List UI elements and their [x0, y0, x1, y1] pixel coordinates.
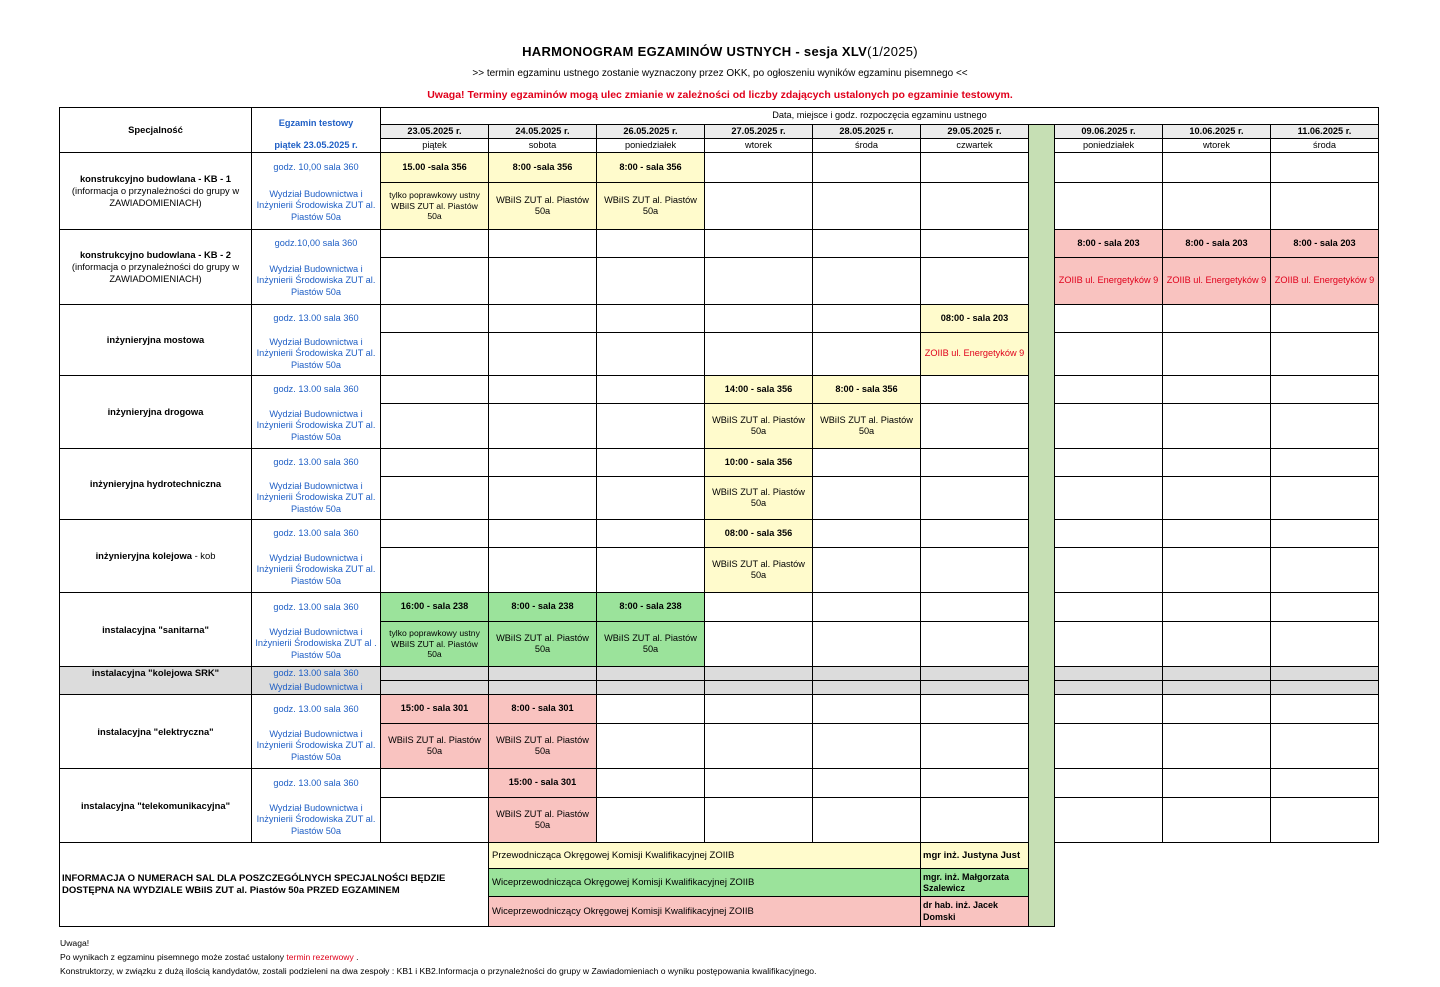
kolejowa-place: WBiIS ZUT al. Piastów 50a — [705, 548, 813, 593]
elektryczna-slot: 8:00 - sala 301 — [489, 695, 597, 724]
row-mostowa-specialty: inżynieryjna mostowa — [60, 305, 252, 376]
row-mostowa-place: Wydział Budownictwa i Inżynierii Środowiska ZUT al. Piastów 50a — [252, 333, 381, 376]
sanitarna-slot: 16:00 - sala 238 — [381, 593, 489, 622]
day-header: środa — [1271, 139, 1379, 153]
row-kb1-place: Wydział Budownictwa i Inżynierii Środowiska ZUT al. Piastów 50a — [252, 183, 381, 230]
kb1-place: tylko poprawkowy ustny WBiIS ZUT al. Piastów 50a — [381, 183, 489, 230]
row-hydro-place: Wydział Budownictwa i Inżynierii Środowiska ZUT al. Piastów 50a — [252, 477, 381, 520]
signature-role: Wiceprzewodnicząca Okręgowej Komisji Kwalifikacyjnej ZOIIB — [489, 869, 921, 897]
notes-line-2: Konstruktorzy, w związku z dużą ilością kandydatów, zostali podzieleni na dwa zespoły : KB1 i KB2.Informacja o przynależności do grupy w Zawiadomieniach o wyniku postępowania kwalifikacyjnego. — [60, 966, 817, 976]
row-srk-specialty: instalacyjna "kolejowa SRK" — [60, 667, 252, 695]
row-kolejowa-place: Wydział Budownictwa i Inżynierii Środowiska ZUT al. Piastów 50a — [252, 548, 381, 593]
elektryczna-slot: 15:00 - sala 301 — [381, 695, 489, 724]
signature-role: Wiceprzewodniczący Okręgowej Komisji Kwalifikacyjnej ZOIIB — [489, 897, 921, 927]
kb2-slot: 8:00 - sala 203 — [1055, 230, 1163, 258]
kb2-place: ZOIIB ul. Energetyków 9 — [1055, 258, 1163, 305]
sanitarna-place: WBiIS ZUT al. Piastów 50a — [489, 622, 597, 667]
date-header: 29.05.2025 r. — [921, 125, 1029, 139]
kb1-slot: 8:00 - sala 356 — [597, 153, 705, 183]
day-header: poniedziałek — [597, 139, 705, 153]
drogowa-slot: 14:00 - sala 356 — [705, 376, 813, 404]
kb1-place: WBiIS ZUT al. Piastów 50a — [597, 183, 705, 230]
date-header: 23.05.2025 r. — [381, 125, 489, 139]
subtitle: >> termin egzaminu ustnego zostanie wyznaczony przez OKK, po ogłoszeniu wyników egzaminu pisemnego << — [472, 68, 968, 79]
row-elektryczna-place: Wydział Budownictwa i Inżynierii Środowiska ZUT al. Piastów 50a — [252, 724, 381, 769]
sanitarna-slot: 8:00 - sala 238 — [597, 593, 705, 622]
kb2-slot: 8:00 - sala 203 — [1163, 230, 1271, 258]
page-title: HARMONOGRAM EGZAMINÓW USTNYCH - sesja XLV(1/2025) — [522, 44, 918, 59]
sanitarna-place: tylko poprawkowy ustny WBiIS ZUT al. Piastów 50a — [381, 622, 489, 667]
day-header: sobota — [489, 139, 597, 153]
row-hydro-specialty: inżynieryjna hydrotechniczna — [60, 449, 252, 520]
header-test-exam: Egzamin testowy — [252, 108, 381, 139]
day-header: piątek — [381, 139, 489, 153]
hydro-slot: 10:00 - sala 356 — [705, 449, 813, 477]
row-telekom-specialty: instalacyjna "telekomunikacyjna" — [60, 769, 252, 843]
row-telekom-time: godz. 13.00 sala 360 — [252, 769, 381, 798]
row-sanitarna-time: godz. 13.00 sala 360 — [252, 593, 381, 622]
row-kolejowa-specialty: inżynieryjna kolejowa - kob — [60, 520, 252, 593]
schedule-table — [59, 107, 1379, 927]
mostowa-place: ZOIIB ul. Energetyków 9 — [921, 333, 1029, 376]
row-sanitarna-place: Wydział Budownictwa i Inżynierii Środowiska ZUT al . Piastów 50a — [252, 622, 381, 667]
kb1-place: WBiIS ZUT al. Piastów 50a — [489, 183, 597, 230]
row-hydro-time: godz. 13.00 sala 360 — [252, 449, 381, 477]
date-header: 27.05.2025 r. — [705, 125, 813, 139]
date-header: 28.05.2025 r. — [813, 125, 921, 139]
mostowa-slot: 08:00 - sala 203 — [921, 305, 1029, 333]
row-srk-time: godz. 13.00 sala 360 — [252, 667, 381, 681]
kb2-place: ZOIIB ul. Energetyków 9 — [1271, 258, 1379, 305]
day-header: środa — [813, 139, 921, 153]
signature-name: mgr inż. Justyna Just — [921, 843, 1029, 869]
row-kb1-time: godz. 10,00 sala 360 — [252, 153, 381, 183]
session-label: (1/2025) — [867, 44, 918, 59]
date-header: 11.06.2025 r. — [1271, 125, 1379, 139]
separator-column — [1029, 125, 1055, 927]
drogowa-place: WBiIS ZUT al. Piastów 50a — [705, 404, 813, 449]
header-specialty: Specjalność — [60, 108, 252, 153]
elektryczna-place: WBiIS ZUT al. Piastów 50a — [489, 724, 597, 769]
telekom-slot: 15:00 - sala 301 — [489, 769, 597, 798]
row-mostowa-time: godz. 13.00 sala 360 — [252, 305, 381, 333]
signature-role: Przewodnicząca Okręgowej Komisji Kwalifikacyjnej ZOIIB — [489, 843, 921, 869]
warning-text: Uwaga! Terminy egzaminów mogą ulec zmianie w zależności od liczby zdających ustalonych po egzaminie testowym. — [427, 89, 1013, 101]
sanitarna-slot: 8:00 - sala 238 — [489, 593, 597, 622]
row-drogowa-time: godz. 13.00 sala 360 — [252, 376, 381, 404]
notes-line-1: Po wynikach z egzaminu pisemnego może zostać ustalony termin rezerwowy . — [60, 952, 359, 962]
day-header: czwartek — [921, 139, 1029, 153]
row-elektryczna-specialty: instalacyjna "elektryczna" — [60, 695, 252, 769]
kolejowa-slot: 08:00 - sala 356 — [705, 520, 813, 548]
date-header: 24.05.2025 r. — [489, 125, 597, 139]
signature-name: mgr. inż. Małgorzata Szalewicz — [921, 869, 1029, 897]
row-kb1-specialty: konstrukcyjno budowlana - KB - 1 (informacja o przynależności do grupy w ZAWIADOMIENIACH) — [60, 153, 252, 230]
row-drogowa-specialty: inżynieryjna drogowa — [60, 376, 252, 449]
date-header: 09.06.2025 r. — [1055, 125, 1163, 139]
telekom-place: WBiIS ZUT al. Piastów 50a — [489, 798, 597, 843]
sanitarna-place: WBiIS ZUT al. Piastów 50a — [597, 622, 705, 667]
info-text: INFORMACJA O NUMERACH SAL DLA POSZCZEGÓLNYCH SPECJALNOŚCI BĘDZIE DOSTĘPNA NA WYDZIALE WBiIS ZUT al. Piastów 50a PRZED EGZAMINEM — [60, 843, 489, 927]
header-test-date: piątek 23.05.2025 r. — [252, 139, 381, 153]
kb2-place: ZOIIB ul. Energetyków 9 — [1163, 258, 1271, 305]
day-header: poniedziałek — [1055, 139, 1163, 153]
row-telekom-place: Wydział Budownictwa i Inżynierii Środowiska ZUT al. Piastów 50a — [252, 798, 381, 843]
row-sanitarna-specialty: instalacyjna "sanitarna" — [60, 593, 252, 667]
kb2-slot: 8:00 - sala 203 — [1271, 230, 1379, 258]
header-oral: Data, miejsce i godz. rozpoczęcia egzaminu ustnego — [381, 108, 1379, 125]
day-header: wtorek — [705, 139, 813, 153]
notes-heading: Uwaga! — [60, 938, 90, 948]
row-elektryczna-time: godz. 13.00 sala 360 — [252, 695, 381, 724]
kb1-slot: 15.00 -sala 356 — [381, 153, 489, 183]
row-kb2-place: Wydział Budownictwa i Inżynierii Środowiska ZUT al. Piastów 50a — [252, 258, 381, 305]
drogowa-slot: 8:00 - sala 356 — [813, 376, 921, 404]
day-header: wtorek — [1163, 139, 1271, 153]
date-header: 10.06.2025 r. — [1163, 125, 1271, 139]
elektryczna-place: WBiIS ZUT al. Piastów 50a — [381, 724, 489, 769]
date-header: 26.05.2025 r. — [597, 125, 705, 139]
signature-name: dr hab. inż. Jacek Domski — [921, 897, 1029, 927]
row-drogowa-place: Wydział Budownictwa i Inżynierii Środowiska ZUT al. Piastów 50a — [252, 404, 381, 449]
row-srk-place: Wydział Budownictwa i — [252, 681, 381, 695]
kb1-slot: 8:00 -sala 356 — [489, 153, 597, 183]
hydro-place: WBiIS ZUT al. Piastów 50a — [705, 477, 813, 520]
row-kolejowa-time: godz. 13.00 sala 360 — [252, 520, 381, 548]
footnotes — [60, 936, 816, 978]
drogowa-place: WBiIS ZUT al. Piastów 50a — [813, 404, 921, 449]
row-kb2-time: godz.10,00 sala 360 — [252, 230, 381, 258]
row-kb2-specialty: konstrukcyjno budowlana - KB - 2 (informacja o przynależności do grupy w ZAWIADOMIENIACH) — [60, 230, 252, 305]
